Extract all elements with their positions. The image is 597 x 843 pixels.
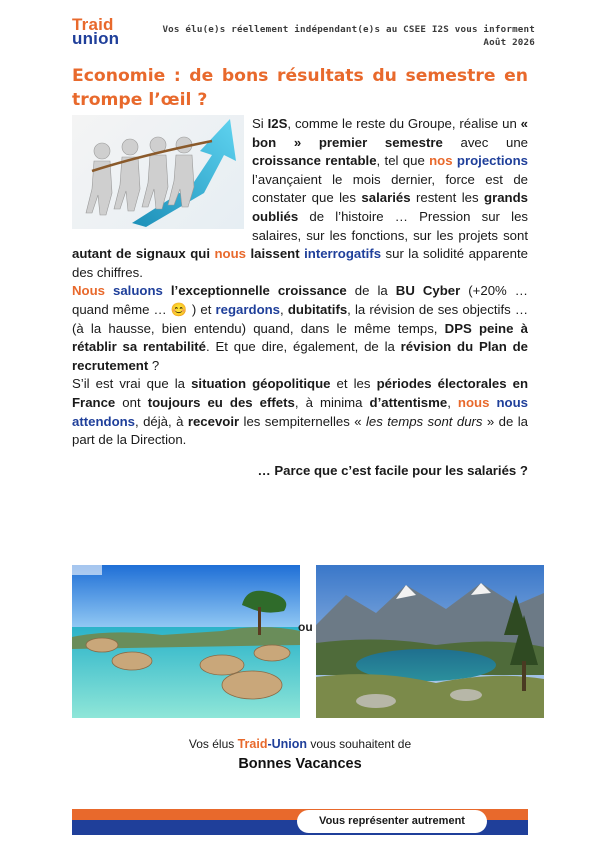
p1-bold: croissance rentable (252, 153, 377, 169)
p2-text: (+20% … quand même … (72, 283, 528, 317)
p3-italic-quote: les temps sont durs (365, 413, 483, 429)
p3-text: et les (330, 376, 377, 392)
closing-brand-union: Union (271, 737, 308, 751)
article-title: Economie : de bons résultats du semestre en trompe l’œil ? (72, 66, 528, 110)
paragraph-2 (72, 282, 528, 375)
p2-bold: révision du Plan de recrutement (72, 339, 528, 373)
header-tagline: Vos élu(e)s réellement indépendant(e)s au CSEE I2S vous informent (162, 24, 535, 35)
header-date: Août 2026 (483, 37, 535, 48)
p1-highlight-blue: projections (456, 153, 528, 169)
p3-text: ont (115, 394, 148, 410)
paragraph-3 (72, 375, 528, 449)
p2-text: . Et que dire, également, de la (206, 339, 401, 355)
p1-highlight-blue: interrogatifs (304, 246, 382, 262)
p1-bold: laissent (250, 246, 300, 262)
p1-text: l’avançaient le mois dernier, force est de constater que les (252, 171, 528, 206)
mountain-lake-landscape-icon (316, 565, 544, 718)
closing-text: Vos élus (188, 737, 238, 751)
p2-text: de la (346, 283, 396, 299)
p1-bold: grands oubliés (252, 190, 528, 224)
footer-banner (72, 809, 528, 835)
article-signoff: … Parce que c’est facile pour les salariés ? (257, 462, 528, 478)
p3-text: , déjà, à (135, 413, 188, 429)
growth-arrow-figures-image (72, 115, 244, 229)
p3-text: » de la part de la Direction. (72, 413, 529, 448)
p1-text: de l’histoire … Pression sur les salaires, sur les fonctions, sur les projets sont (252, 208, 528, 243)
footer-slogan: Vous représenter autrement (297, 810, 487, 833)
closing-headline: Bonnes Vacances (238, 756, 362, 772)
p1-text: avec une (442, 134, 529, 150)
p3-text: les sempiternelles « (239, 413, 366, 429)
p3-text: , (447, 394, 458, 410)
traid-union-logo (72, 15, 132, 48)
growth-illustration-icon (72, 115, 244, 229)
p2-highlight-orange: Nous (72, 283, 105, 299)
p2-text: ) et (187, 301, 216, 317)
p2-bold: BU Cyber (395, 283, 461, 299)
p2-highlight-blue: regardons (215, 301, 281, 317)
p3-bold: d’attentisme (369, 394, 448, 410)
header-tagline-block (162, 23, 535, 49)
p3-bold: situation géopolitique (191, 376, 331, 392)
p2-text: , la révision de ses objectifs … (à la hausse, bien entendu) quand, dans le même temps, (72, 301, 529, 336)
p1-text: Si (252, 116, 268, 131)
p3-text: S’il est vrai que la (72, 376, 192, 392)
beach-photo (72, 565, 300, 718)
logo-word-traid: Traid (72, 15, 114, 34)
p1-text: restent les (410, 190, 485, 206)
closing-brand-dash: - (267, 737, 272, 751)
p1-bold: salariés (361, 190, 411, 206)
closing-wish-line (72, 737, 528, 751)
p3-bold: toujours eu des effets (147, 394, 295, 410)
mountain-lake-photo (316, 565, 544, 718)
p2-text: , (280, 301, 288, 317)
p3-highlight-orange: nous (457, 394, 490, 410)
p1-highlight-orange: nous (214, 246, 246, 262)
p1-company: I2S (267, 116, 288, 131)
p2-bold: DPS peine à rétablir sa rentabilité (72, 320, 528, 355)
p3-bold: périodes électorales en France (72, 376, 528, 410)
p1-highlight-orange: nos (429, 153, 453, 169)
p2-bold: l’exceptionnelle croissance (170, 283, 347, 299)
p3-highlight-blue: nous attendons (72, 394, 528, 429)
closing-text: vous souhaitent de (307, 737, 412, 751)
logo-word-union: union (72, 29, 120, 48)
p2-space (163, 283, 171, 298)
p2-space (105, 283, 113, 298)
p1-bold: autant de signaux qui (72, 246, 210, 262)
p3-bold: recevoir (187, 413, 240, 429)
beach-landscape-icon (72, 565, 300, 718)
p1-text: , comme le reste du Groupe, réalise un (287, 116, 521, 131)
closing-brand-traid: Traid (237, 737, 268, 751)
p1-text: , tel que (376, 153, 430, 169)
p1-text: sur la solidité apparente des chiffres. (72, 246, 528, 280)
p2-bold: dubitatifs (287, 301, 348, 317)
smiley-icon: 😊 (170, 301, 188, 317)
p3-text: , à minima (294, 394, 370, 410)
article-body (72, 115, 528, 480)
p2-highlight-blue: saluons (113, 283, 163, 299)
p2-text: ? (148, 357, 160, 373)
p1-bold: « bon » premier semestre (252, 116, 529, 150)
photo-separator: ou (298, 620, 313, 634)
